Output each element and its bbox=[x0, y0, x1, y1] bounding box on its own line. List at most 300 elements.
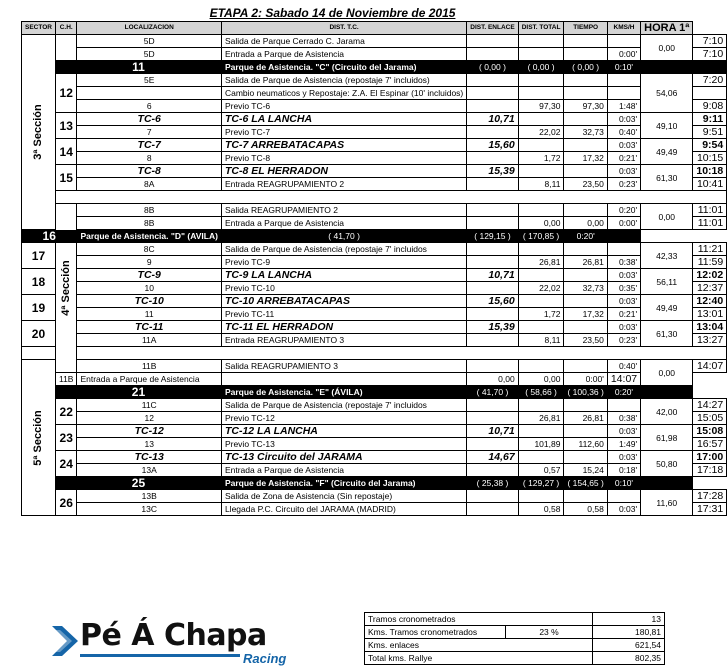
sector-number: 22 bbox=[55, 399, 77, 425]
summary-value: 621,54 bbox=[593, 639, 665, 652]
dist-enlace-cell: ( 129,15 ) bbox=[467, 230, 518, 243]
stage-name: TC-10 ARREBATACAPAS bbox=[221, 295, 466, 308]
table-row bbox=[22, 35, 727, 48]
location-cell: Previo TC-10 bbox=[221, 282, 466, 295]
empty-cell bbox=[518, 425, 564, 438]
dist-enlace-cell: 0,00 bbox=[467, 373, 518, 386]
kmh-cell: 50,80 bbox=[641, 451, 693, 477]
dist-enlace-cell: ( 58,66 ) bbox=[518, 386, 564, 399]
empty-cell bbox=[564, 399, 607, 412]
dist-tc-cell: 10,71 bbox=[467, 425, 518, 438]
location-cell: Entrada REAGRUPAMIENTO 2 bbox=[221, 178, 466, 191]
logo-underline bbox=[80, 654, 240, 657]
dist-enlace-cell: 26,81 bbox=[518, 256, 564, 269]
dist-tc-cell: 10,71 bbox=[467, 269, 518, 282]
ch-cell: 12 bbox=[77, 412, 221, 425]
hora-cell: 10:18 bbox=[693, 165, 727, 178]
empty-cell bbox=[467, 399, 518, 412]
hora-cell: 17:28 bbox=[693, 490, 727, 503]
empty-cell bbox=[467, 256, 518, 269]
empty-cell bbox=[564, 269, 607, 282]
empty-cell bbox=[467, 282, 518, 295]
table-row bbox=[22, 360, 727, 373]
empty-cell bbox=[607, 230, 640, 243]
sector-number: 18 bbox=[22, 269, 56, 295]
table-row bbox=[22, 373, 727, 386]
tiempo-cell: 0:20' bbox=[607, 204, 640, 217]
kmh-cell: 0,00 bbox=[641, 35, 693, 61]
hora-cell: 13:27 bbox=[693, 334, 727, 347]
dist-tc-cell: 15,60 bbox=[467, 139, 518, 152]
park-location: Parque de Asistencia. "D" (AVILA) bbox=[77, 230, 221, 243]
tiempo-cell: 0:03' bbox=[607, 269, 640, 282]
empty-cell bbox=[564, 490, 607, 503]
tiempo-cell: 0:21' bbox=[607, 152, 640, 165]
empty-cell bbox=[467, 464, 518, 477]
summary-value: 13 bbox=[593, 613, 665, 626]
empty-cell bbox=[564, 451, 607, 464]
gap-row bbox=[22, 347, 727, 360]
ch-cell: TC-7 bbox=[77, 139, 221, 152]
hora-cell: 13:01 bbox=[693, 308, 727, 321]
location-cell: Entrada a Parque de Asistencia bbox=[77, 373, 221, 386]
sector-number: 25 bbox=[55, 477, 221, 490]
empty-cell bbox=[467, 243, 518, 256]
location-cell: Cambio neumaticos y Repostaje: Z.A. El Espinar (10' incluidos) bbox=[221, 87, 466, 100]
summary-value: 180,81 bbox=[593, 626, 665, 639]
dist-enlace-cell: 0,58 bbox=[518, 503, 564, 516]
kmh-cell: 0,00 bbox=[641, 204, 693, 230]
tiempo-cell bbox=[607, 490, 640, 503]
section-label-4 bbox=[55, 204, 77, 373]
header-dist-enlace: DIST. ENLACE bbox=[467, 22, 518, 35]
dist-total-cell: 17,32 bbox=[564, 308, 607, 321]
dist-enlace-cell: 97,30 bbox=[518, 100, 564, 113]
dist-tc-cell: 14,67 bbox=[467, 451, 518, 464]
tiempo-cell: 1:48' bbox=[607, 100, 640, 113]
empty-cell bbox=[564, 139, 607, 152]
empty-cell bbox=[641, 386, 693, 399]
tiempo-cell: 0:00' bbox=[607, 217, 640, 230]
empty-cell bbox=[221, 373, 466, 386]
section-5-text: 5ª Sección bbox=[32, 409, 45, 466]
summary-value: 802,35 bbox=[593, 652, 665, 665]
dist-total-cell: 15,24 bbox=[564, 464, 607, 477]
dist-total-cell: 26,81 bbox=[564, 256, 607, 269]
table-row bbox=[22, 139, 727, 152]
tiempo-cell: 0:00' bbox=[607, 48, 640, 61]
gap-cell bbox=[22, 347, 727, 360]
dist-total-cell: 32,73 bbox=[564, 282, 607, 295]
ch-cell: 5D bbox=[77, 35, 221, 48]
hora-cell: 15:08 bbox=[693, 425, 727, 438]
hora-cell: 11:21 bbox=[693, 243, 727, 256]
tiempo-cell: 0:20' bbox=[607, 386, 640, 399]
summary-row bbox=[365, 639, 665, 652]
ch-cell: 13 bbox=[77, 438, 221, 451]
stage-name: TC-12 LA LANCHA bbox=[221, 425, 466, 438]
park-location: Parque de Asistencia. "E" (ÁVILA) bbox=[221, 386, 466, 399]
tiempo-cell: 0:03' bbox=[607, 321, 640, 334]
hora-cell: 11:01 bbox=[693, 204, 727, 217]
stage-name: TC-11 EL HERRADON bbox=[221, 321, 466, 334]
summary-label: Kms. Tramos cronometrados bbox=[365, 626, 506, 639]
kmh-cell: 49,10 bbox=[641, 113, 693, 139]
sector-number: 24 bbox=[55, 451, 77, 477]
hora-cell: 14:07 bbox=[607, 373, 640, 386]
location-cell: Previo TC-7 bbox=[221, 126, 466, 139]
hora-cell: 14:27 bbox=[693, 399, 727, 412]
summary-table bbox=[364, 612, 665, 665]
kmh-cell: 61,30 bbox=[641, 321, 693, 347]
tiempo-cell: 0:03' bbox=[607, 165, 640, 178]
empty-cell bbox=[467, 126, 518, 139]
tiempo-cell: 0:21' bbox=[607, 308, 640, 321]
dist-enlace-cell: ( 129,27 ) bbox=[518, 477, 564, 490]
table-row bbox=[22, 217, 727, 230]
empty-cell bbox=[467, 152, 518, 165]
sector-number: 14 bbox=[55, 139, 77, 165]
empty-cell bbox=[641, 477, 693, 490]
empty-cell bbox=[467, 503, 518, 516]
tiempo-cell: 0:38' bbox=[607, 412, 640, 425]
ch-cell: 7 bbox=[77, 126, 221, 139]
empty-cell bbox=[467, 217, 518, 230]
tiempo-cell: 0:10' bbox=[607, 477, 640, 490]
tiempo-cell: 0:40' bbox=[607, 360, 640, 373]
stage-name: TC-13 Circuito del JARAMA bbox=[221, 451, 466, 464]
gap-cell bbox=[55, 191, 726, 204]
dist-enlace-cell: 22,02 bbox=[518, 282, 564, 295]
empty-cell bbox=[564, 87, 607, 100]
kmh-cell: 54,06 bbox=[641, 74, 693, 113]
hora-cell: 17:00 bbox=[693, 451, 727, 464]
empty-cell bbox=[518, 490, 564, 503]
empty-cell bbox=[518, 113, 564, 126]
section-label-3 bbox=[22, 35, 56, 230]
ch-cell: 13C bbox=[77, 503, 221, 516]
sector-number: 23 bbox=[55, 425, 77, 451]
location-cell: Entrada a Parque de Asistencia bbox=[221, 464, 466, 477]
sector-number: 17 bbox=[22, 243, 56, 269]
dist-tc-cell: 15,39 bbox=[467, 321, 518, 334]
park-location: Parque de Asistencia. "C" (Circuito del Jarama) bbox=[221, 61, 466, 74]
hora-cell: 16:57 bbox=[693, 438, 727, 451]
header-dist-tc: DIST. T.C. bbox=[221, 22, 466, 35]
hora-cell: 10:15 bbox=[693, 152, 727, 165]
dist-enlace-cell: 8,11 bbox=[518, 334, 564, 347]
ch-cell: TC-10 bbox=[77, 295, 221, 308]
sector-number: 15 bbox=[55, 165, 77, 191]
tiempo-cell: 1:49' bbox=[607, 438, 640, 451]
table-row bbox=[22, 165, 727, 178]
table-row bbox=[22, 308, 727, 321]
header-localizacion: LOCALIZACION bbox=[77, 22, 221, 35]
table-row bbox=[22, 399, 727, 412]
logo-tagline: Racing bbox=[243, 651, 287, 666]
dist-total-cell: ( 100,36 ) bbox=[564, 386, 607, 399]
hora-cell: 14:07 bbox=[693, 360, 727, 373]
park-row bbox=[22, 477, 727, 490]
header-dist-total: DIST. TOTAL bbox=[518, 22, 564, 35]
table-row bbox=[22, 334, 727, 347]
location-cell: Previo TC-11 bbox=[221, 308, 466, 321]
ch-cell: 11C bbox=[77, 399, 221, 412]
sector-number: 16 bbox=[22, 230, 77, 243]
empty-cell bbox=[467, 438, 518, 451]
hora-cell: 9:08 bbox=[693, 100, 727, 113]
dist-total-cell: 23,50 bbox=[564, 178, 607, 191]
sector-number: 20 bbox=[22, 321, 56, 347]
location-cell: Llegada P.C. Circuito del JARAMA (MADRID) bbox=[221, 503, 466, 516]
gap-row bbox=[22, 191, 727, 204]
hora-cell: 11:59 bbox=[693, 256, 727, 269]
ch-cell: 6 bbox=[77, 100, 221, 113]
hora-cell: 9:54 bbox=[693, 139, 727, 152]
empty-cell bbox=[467, 308, 518, 321]
empty-cell bbox=[467, 178, 518, 191]
hora-cell: 11:01 bbox=[693, 217, 727, 230]
table-row bbox=[22, 256, 727, 269]
dist-enlace-cell: 101,89 bbox=[518, 438, 564, 451]
dist-enlace-cell: 1,72 bbox=[518, 308, 564, 321]
sector-number: 12 bbox=[55, 74, 77, 113]
empty-cell bbox=[467, 360, 518, 373]
location-cell: Entrada a Parque de Asistencia bbox=[221, 48, 466, 61]
location-cell: Salida de Parque de Asistencia (repostaje 7' incluidos bbox=[221, 243, 466, 256]
location-cell: Entrada REAGRUPAMIENTO 3 bbox=[221, 334, 466, 347]
dist-tc-cell: 15,60 bbox=[467, 295, 518, 308]
location-cell: Previo TC-13 bbox=[221, 438, 466, 451]
table-row bbox=[22, 295, 727, 308]
empty-cell bbox=[518, 243, 564, 256]
empty-cell bbox=[564, 74, 607, 87]
hora-cell: 10:41 bbox=[693, 178, 727, 191]
table-row bbox=[22, 113, 727, 126]
ch-cell: 13B bbox=[77, 490, 221, 503]
location-cell: Previo TC-12 bbox=[221, 412, 466, 425]
empty-cell bbox=[518, 295, 564, 308]
hora-cell: 7:10 bbox=[693, 48, 727, 61]
table-row bbox=[22, 282, 727, 295]
table-row bbox=[22, 87, 727, 100]
sector-number: 21 bbox=[55, 386, 221, 399]
tiempo-cell bbox=[607, 399, 640, 412]
ch-cell: 8B bbox=[77, 217, 221, 230]
ch-cell: 11A bbox=[77, 334, 221, 347]
tiempo-cell: 0:03' bbox=[607, 503, 640, 516]
empty-cell bbox=[564, 425, 607, 438]
summary-label: Tramos cronometrados bbox=[365, 613, 593, 626]
kmh-cell: 61,30 bbox=[641, 165, 693, 191]
dist-tc-cell: ( 0,00 ) bbox=[467, 61, 518, 74]
ch-cell: TC-11 bbox=[77, 321, 221, 334]
table-row bbox=[22, 269, 727, 282]
empty-cell bbox=[467, 334, 518, 347]
dist-total-cell: 23,50 bbox=[564, 334, 607, 347]
section-4-text: 4ª Sección bbox=[60, 260, 73, 316]
tiempo-cell bbox=[607, 243, 640, 256]
stage-name: TC-7 ARREBATACAPAS bbox=[221, 139, 466, 152]
sector-empty bbox=[55, 35, 77, 61]
hora-cell: 13:04 bbox=[693, 321, 727, 334]
location-cell: Salida de Parque Cerrado C. Jarama bbox=[221, 35, 466, 48]
section-label-5 bbox=[22, 360, 56, 516]
empty-cell bbox=[564, 113, 607, 126]
tiempo-cell: 0:03' bbox=[607, 451, 640, 464]
location-cell: Previo TC-9 bbox=[221, 256, 466, 269]
ch-cell: 8 bbox=[77, 152, 221, 165]
tiempo-cell: 0:03' bbox=[607, 139, 640, 152]
logo-mark-icon bbox=[50, 624, 80, 658]
kmh-cell: 61,98 bbox=[641, 425, 693, 451]
logo-name: Pé Á Chapa bbox=[80, 618, 267, 653]
empty-cell bbox=[467, 74, 518, 87]
header-tiempo: TIEMPO bbox=[564, 22, 607, 35]
table-row bbox=[22, 126, 727, 139]
tiempo-cell: 0:23' bbox=[607, 334, 640, 347]
table-row bbox=[22, 503, 727, 516]
table-row bbox=[22, 425, 727, 438]
ch-cell: 8C bbox=[77, 243, 221, 256]
header-ch: C.H. bbox=[55, 22, 77, 35]
table-row bbox=[22, 243, 727, 256]
ch-cell: 5E bbox=[77, 74, 221, 87]
hora-cell: 7:10 bbox=[693, 35, 727, 48]
tiempo-cell: 0:38' bbox=[607, 256, 640, 269]
dist-total-cell: 32,73 bbox=[564, 126, 607, 139]
section-3-text: 3ª Sección bbox=[32, 104, 45, 160]
empty-cell bbox=[518, 87, 564, 100]
sector-number: 11 bbox=[55, 61, 221, 74]
dist-total-cell: ( 170,85 ) bbox=[518, 230, 564, 243]
dist-total-cell: ( 0,00 ) bbox=[564, 61, 607, 74]
empty-cell bbox=[518, 269, 564, 282]
header-sector: SECTOR bbox=[22, 22, 56, 35]
dist-tc-cell: ( 41,70 ) bbox=[467, 386, 518, 399]
location-cell: Salida de Parque de Asistencia (repostaje 7' incluidos) bbox=[221, 74, 466, 87]
hora-cell: 15:05 bbox=[693, 412, 727, 425]
sector-number: 19 bbox=[22, 295, 56, 321]
location-cell: Salida REAGRUPAMIENTO 2 bbox=[221, 204, 466, 217]
table-row bbox=[22, 48, 727, 61]
tiempo-cell: 0:03' bbox=[607, 113, 640, 126]
table-row bbox=[22, 464, 727, 477]
empty-cell bbox=[518, 74, 564, 87]
summary-label: Kms. enlaces bbox=[365, 639, 593, 652]
ch-cell: 8B bbox=[77, 204, 221, 217]
summary-row bbox=[365, 626, 665, 639]
dist-tc-cell: ( 41,70 ) bbox=[221, 230, 466, 243]
ch-cell: 13A bbox=[77, 464, 221, 477]
location-cell: Salida REAGRUPAMIENTO 3 bbox=[221, 360, 466, 373]
dist-total-cell: 0,00 bbox=[564, 217, 607, 230]
empty-cell bbox=[467, 100, 518, 113]
hora-cell: 7:20 bbox=[693, 74, 727, 87]
dist-tc-cell: 10,71 bbox=[467, 113, 518, 126]
tiempo-cell: 0:23' bbox=[607, 178, 640, 191]
dist-total-cell: 112,60 bbox=[564, 438, 607, 451]
location-cell: Previo TC-6 bbox=[221, 100, 466, 113]
dist-total-cell: 0,00 bbox=[518, 373, 564, 386]
ch-cell: TC-6 bbox=[77, 113, 221, 126]
tiempo-cell: 0:00' bbox=[564, 373, 607, 386]
table-row bbox=[22, 451, 727, 464]
ch-cell: 11B bbox=[55, 373, 77, 386]
dist-enlace-cell: 8,11 bbox=[518, 178, 564, 191]
empty-cell bbox=[77, 87, 221, 100]
park-location: Parque de Asistencia. "F" (Circuito del Jarama) bbox=[221, 477, 466, 490]
hora-cell: 17:18 bbox=[693, 464, 727, 477]
park-row bbox=[22, 61, 727, 74]
location-cell: Entrada a Parque de Asistencia bbox=[221, 217, 466, 230]
empty-cell bbox=[564, 204, 607, 217]
dist-enlace-cell: 26,81 bbox=[518, 412, 564, 425]
tiempo-cell: 0:03' bbox=[607, 425, 640, 438]
kmh-cell: 49,49 bbox=[641, 139, 693, 165]
sector-number: 26 bbox=[55, 490, 77, 516]
hora-cell: 12:40 bbox=[693, 295, 727, 308]
kmh-cell: 42,33 bbox=[641, 243, 693, 269]
header-kmh: KMS/H bbox=[607, 22, 640, 35]
hora-cell: 12:37 bbox=[693, 282, 727, 295]
location-cell: Salida de Zona de Asistencia (Sin repostaje) bbox=[221, 490, 466, 503]
dist-total-cell: 17,32 bbox=[564, 152, 607, 165]
table-row bbox=[22, 178, 727, 191]
ch-cell: 8A bbox=[77, 178, 221, 191]
ch-cell: TC-8 bbox=[77, 165, 221, 178]
dist-enlace-cell: ( 0,00 ) bbox=[518, 61, 564, 74]
summary-percent: 23 % bbox=[506, 626, 593, 639]
empty-cell bbox=[564, 321, 607, 334]
dist-total-cell: 0,58 bbox=[564, 503, 607, 516]
empty-cell bbox=[518, 451, 564, 464]
dist-enlace-cell: 22,02 bbox=[518, 126, 564, 139]
ch-cell: TC-9 bbox=[77, 269, 221, 282]
park-row bbox=[22, 230, 727, 243]
dist-enlace-cell: 1,72 bbox=[518, 152, 564, 165]
empty-cell bbox=[467, 490, 518, 503]
empty-cell bbox=[693, 87, 727, 100]
tiempo-cell: 0:18' bbox=[607, 464, 640, 477]
ch-cell: 10 bbox=[77, 282, 221, 295]
kmh-cell: 49,49 bbox=[641, 295, 693, 321]
stage-title: ETAPA 2: Sabado 14 de Noviembre de 2015 bbox=[209, 6, 456, 20]
table-row bbox=[22, 74, 727, 87]
empty-cell bbox=[518, 204, 564, 217]
empty-cell bbox=[467, 412, 518, 425]
table-row bbox=[22, 412, 727, 425]
roadbook-table bbox=[21, 21, 727, 516]
empty-cell bbox=[518, 165, 564, 178]
dist-enlace-cell: 0,00 bbox=[518, 217, 564, 230]
park-row bbox=[22, 386, 727, 399]
kmh-cell: 56,11 bbox=[641, 269, 693, 295]
stage-name: TC-8 EL HERRADON bbox=[221, 165, 466, 178]
empty-cell bbox=[518, 360, 564, 373]
empty-cell bbox=[518, 321, 564, 334]
header-hora: HORA 1ª bbox=[641, 22, 693, 35]
table-row bbox=[22, 100, 727, 113]
kmh-cell: 11,60 bbox=[641, 490, 693, 516]
ch-cell: 9 bbox=[77, 256, 221, 269]
table-row bbox=[22, 204, 727, 217]
kmh-cell: 0,00 bbox=[641, 360, 693, 386]
brand-logo bbox=[50, 618, 310, 668]
dist-enlace-cell: 0,57 bbox=[518, 464, 564, 477]
summary-row bbox=[365, 652, 665, 665]
empty-cell bbox=[607, 87, 640, 100]
